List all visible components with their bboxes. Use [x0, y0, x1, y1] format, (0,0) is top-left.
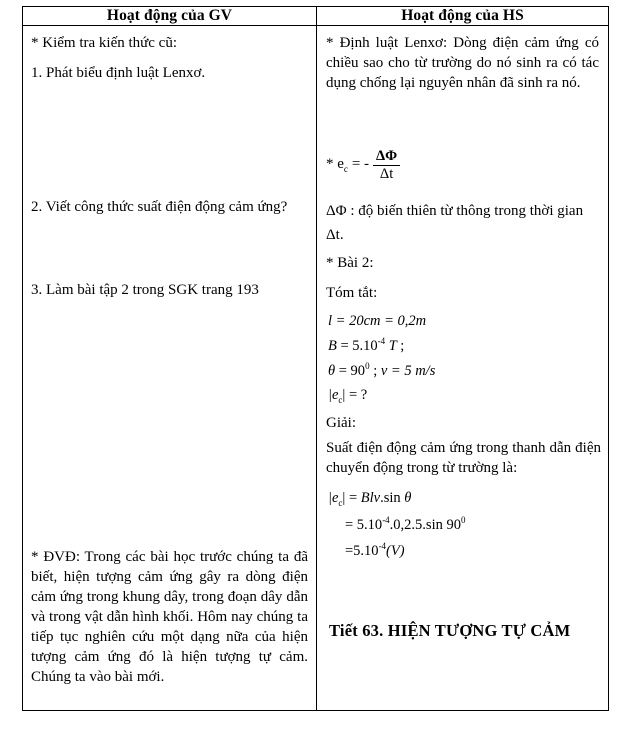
emf-formula-lead	[326, 156, 373, 175]
table-content-row	[23, 26, 609, 711]
lesson-title: Tiết 63. HIỆN TƯỢNG TỰ CẢM	[329, 621, 571, 640]
given-length: l = 20cm = 0,2m	[328, 313, 427, 329]
field-b-symbol: B	[328, 337, 337, 354]
calc2-exponent: -4	[382, 515, 390, 525]
given-angle-and-velocity	[328, 361, 435, 381]
emf-numerator: ΔΦ	[373, 149, 400, 166]
emf-lead-subscript: c	[343, 165, 349, 176]
calc1-expression: Blv	[360, 490, 381, 506]
header-teacher-activities: Hoạt động của GV	[23, 7, 317, 26]
student-column-content	[317, 26, 608, 710]
solution-description: Suất điện động cảm ứng trong thanh dẫn điện chuyển động trong từ trường là:	[326, 440, 601, 476]
given-unknown	[328, 386, 367, 407]
question-3: 3. Làm bài tập 2 trong SGK trang 193	[31, 282, 259, 298]
unknown-subscript: c	[338, 394, 343, 405]
calc2-rest: .0,2.5.sin 90	[389, 516, 461, 533]
calc1-subscript: c	[338, 497, 343, 508]
lenz-law-statement: * Định luật Lenxơ: Dòng điện cảm ứng có chiều sao cho từ trường do nó sinh ra có tác dụng chống lại nguyên nhân đã sinh ra nó.	[326, 35, 599, 91]
calc1-equals: | =	[342, 490, 361, 506]
calc3-equals: =5.10	[345, 542, 379, 559]
calc2-equals: = 5.10	[345, 516, 383, 533]
calculation-line-2	[345, 515, 465, 535]
exercise-2-heading: * Bài 2:	[326, 255, 374, 271]
unknown-left-bracket: |e	[328, 387, 339, 403]
question-1: 1. Phát biểu định luật Lenxơ.	[31, 65, 206, 81]
velocity-symbol: v	[380, 362, 388, 379]
field-b-unit: T	[388, 337, 397, 354]
teacher-column-content	[23, 26, 316, 710]
calc1-left-bracket: |e	[328, 490, 339, 506]
calc3-exponent: -4	[378, 541, 387, 551]
flux-note-line-1: ΔΦ : độ biến thiên từ thông trong thời gian	[326, 203, 584, 219]
check-old-knowledge-heading: * Kiểm tra kiến thức cũ:	[31, 35, 178, 51]
given-separator: ;	[373, 362, 378, 379]
velocity-value: = 5 m/s	[390, 362, 436, 379]
emf-formula	[326, 149, 400, 182]
solution-heading: Giải:	[326, 415, 356, 431]
field-b-exponent: -4	[377, 336, 386, 346]
theta-symbol: θ	[328, 362, 336, 379]
theta-value: = 90	[338, 362, 366, 379]
calculation-line-1	[328, 489, 411, 510]
calculation-line-3	[345, 541, 405, 561]
emf-equals-sign: = -	[348, 156, 370, 173]
student-column-cell	[317, 26, 609, 711]
question-2: 2. Viết công thức suất điện động cảm ứng?	[31, 199, 288, 215]
theta-degree-exponent: 0	[365, 361, 370, 371]
intro-paragraph: * ĐVĐ: Trong các bài học trước chúng ta đã biết, hiện tượng cảm ứng gây ra dòng điện cảm ứng trong khung dây, trong đoạn dây dẫn và trong vật dẫn hình khối. Hôm nay chúng ta tiếp tục nghiên cứu một dạng nữa của hiện tượng cảm ứng đó là hiện tượng tự cảm. Chúng ta vào bài mới.	[31, 549, 308, 685]
emf-denominator: Δt	[379, 166, 394, 183]
calc1-sin: .sin	[380, 490, 401, 506]
field-b-value: = 5.10	[340, 337, 378, 354]
given-magnetic-field	[328, 336, 404, 356]
summary-heading: Tóm tắt:	[326, 285, 378, 301]
field-b-semicolon: ;	[400, 337, 405, 354]
calc1-theta: θ	[404, 490, 412, 506]
header-student-activities: Hoạt động của HS	[317, 7, 609, 26]
teacher-column-cell	[23, 26, 317, 711]
lesson-plan-table	[22, 6, 609, 711]
table-header-row	[23, 7, 609, 26]
calc2-degree: 0	[460, 515, 466, 525]
emf-lead-text: * e	[326, 156, 344, 173]
unknown-right-part: | = ?	[342, 387, 368, 403]
calc3-unit: (V)	[386, 542, 405, 559]
flux-note-line-2: Δt.	[326, 227, 344, 243]
emf-fraction	[373, 149, 400, 182]
